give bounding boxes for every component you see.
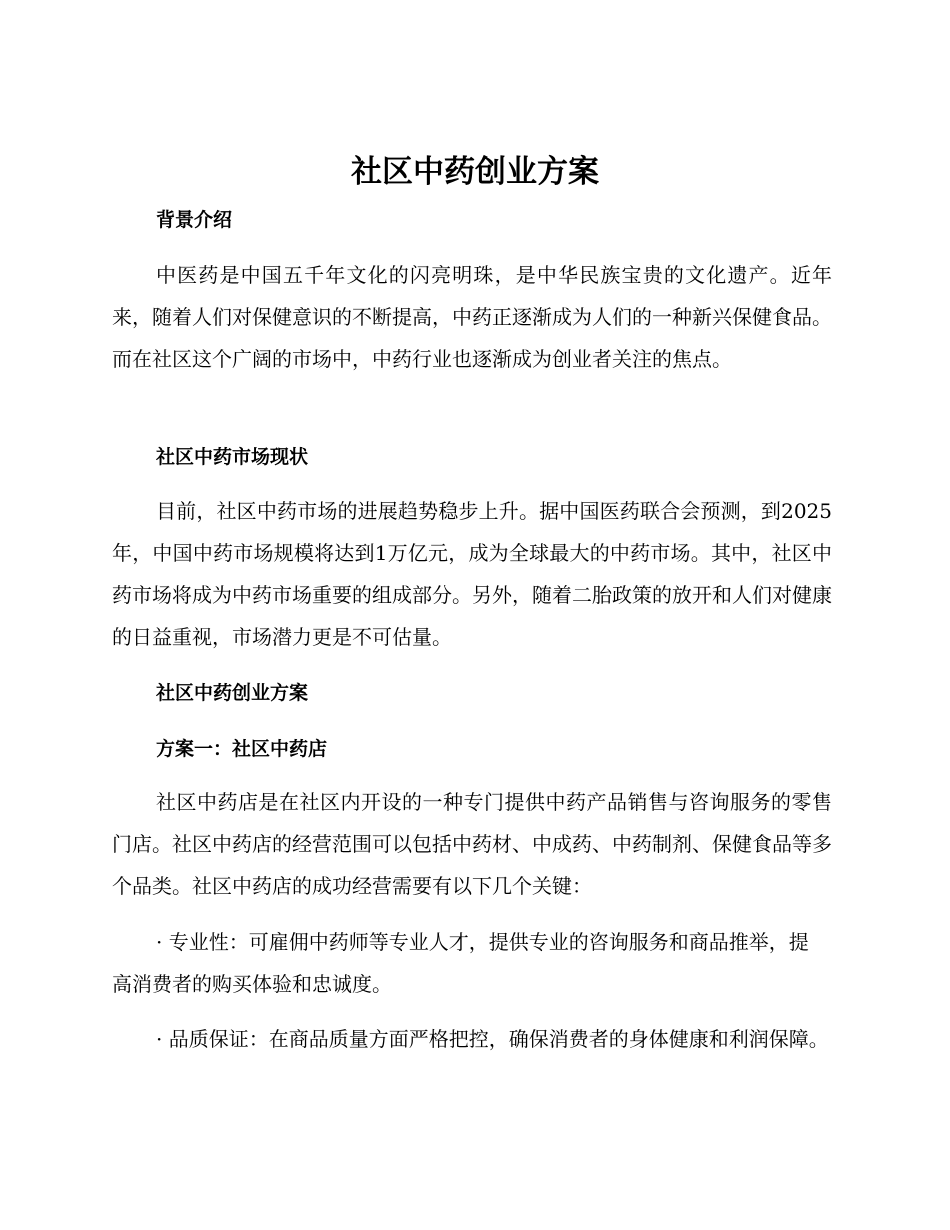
paragraph-background: 中医药是中国五千年文化的闪亮明珠，是中华民族宝贵的文化遗产。近年来，随着人们对保健意识的不断提高，中药正逐渐成为人们的一种新兴保健食品。而在社区这个广阔的市场中，中药行业也逐渐成为创业者关注的焦点。 (112, 263, 832, 371)
paragraph-market-status: 目前，社区中药市场的进展趋势稳步上升。据中国医药联合会预测，到2025年，中国中药市场规模将达到1万亿元，成为全球最大的中药市场。其中，社区中药市场将成为中药市场重要的组成部分。另外，随着二胎政策的放开和人们对健康的日益重视，市场潜力更是不可估量。 (112, 499, 832, 649)
section-heading-plan-one: 方案一：社区中药店 (156, 738, 328, 760)
section-heading-startup-plan: 社区中药创业方案 (156, 682, 309, 704)
section-heading-background: 背景介绍 (156, 209, 233, 231)
bullet-item-quality: · 品质保证：在商品质量方面严格把控，确保消费者的身体健康和利润保障。 (156, 1027, 829, 1051)
bullet-item-professional: · 专业性：可雇佣中药师等专业人才，提供专业的咨询服务和商品推举，提高消费者的购买体验和忠诚度。 (112, 930, 809, 996)
document-title: 社区中药创业方案 (351, 154, 599, 190)
paragraph-plan-one: 社区中药店是在社区内开设的一种专门提供中药产品销售与咨询服务的零售门店。社区中药店的经营范围可以包括中药材、中成药、中药制剂、保健食品等多个品类。社区中药店的成功经营需要有以下几个关键： (112, 790, 832, 898)
section-heading-market-status: 社区中药市场现状 (156, 446, 309, 468)
